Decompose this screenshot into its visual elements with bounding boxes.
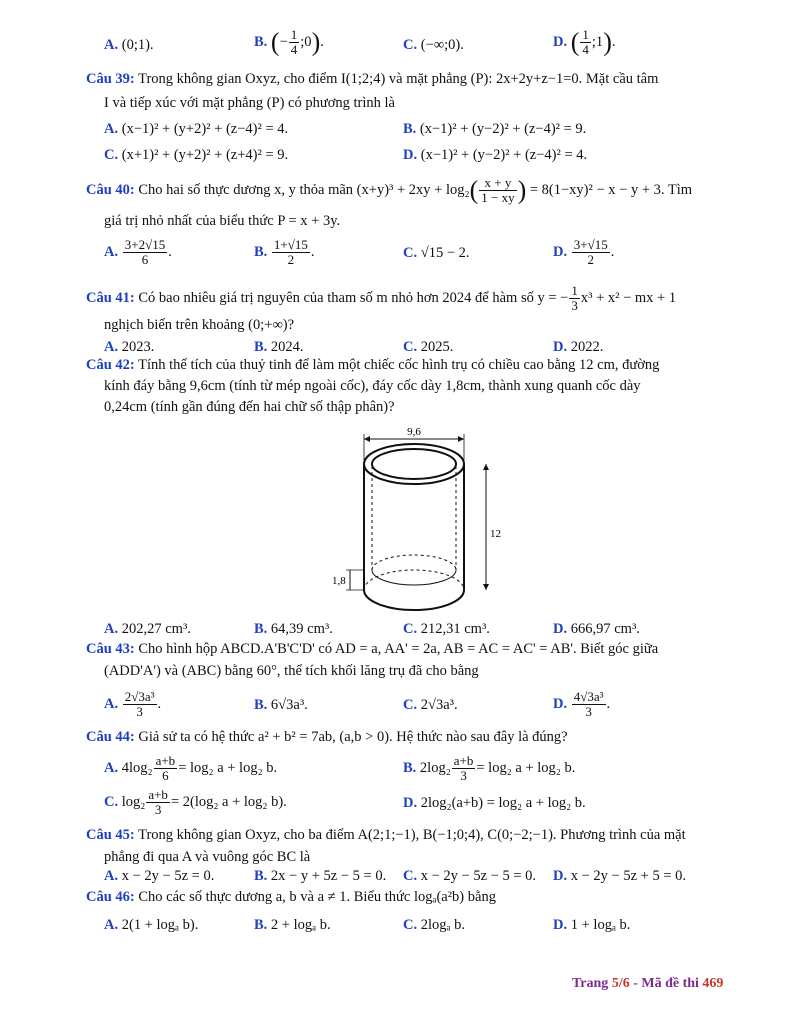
q45-option-c: C. x − 2y − 5z − 5 = 0. [403, 868, 537, 884]
q44-stem: Câu 44: Giả sử ta có hệ thức a² + b² = 7ab, (a,b > 0). Hệ thức nào sau đây là đúng? [86, 729, 568, 745]
q41-stem: Câu 41: Có bao nhiêu giá trị nguyên của tham số m nhỏ hơn 2024 để hàm số y = − $\frac{1}{3}$ x³ + x² − mx + 1 [86, 283, 677, 313]
q38-option-b: B. (− $\frac{1}{4}$ ;0). [254, 27, 324, 57]
q45-option-b: B. 2x − y + 5z − 5 = 0. [254, 868, 387, 884]
fig-height-label: 12 [490, 528, 501, 540]
q42-option-b: B. 64,39 cm³. [254, 621, 333, 637]
q40-stem-2: giá trị nhỏ nhất của biểu thức P = x + 3y. [104, 213, 341, 229]
q38-option-a: A. (0;1). [104, 37, 154, 53]
q39-option-a: A. (x−1)² + (y+2)² + (z−4)² = 4. [104, 121, 289, 137]
q45-option-a: A. x − 2y − 5z = 0. [104, 868, 215, 884]
q45-stem: Câu 45: Trong không gian Oxyz, cho ba điểm A(2;1;−1), B(−1;0;4), C(0;−2;−1). Phương trình của mặt [86, 827, 686, 843]
q38-option-c: C. (−∞;0). [403, 37, 464, 53]
q41-option-d: D. 2022. [553, 339, 604, 355]
cylinder-cup-figure [320, 420, 520, 625]
q39-option-b: B. (x−1)² + (y−2)² + (z−4)² = 9. [403, 121, 587, 137]
q42-option-a: A. 202,27 cm³. [104, 621, 191, 637]
q44-option-d: D. 2log₂(a+b) = log₂ a + log₂ b. [403, 795, 586, 811]
q46-option-a: A. 2(1 + logₐ b). [104, 917, 199, 933]
q46-option-d: D. 1 + logₐ b. [553, 917, 631, 933]
q40-stem: Câu 40: Cho hai số thực dương x, y thỏa mãn (x+y)³ + 2xy + log₂( $\frac{x + y}{1 - xy}$ ) = 8(1−xy)² − x − y + 3. Tìm [86, 175, 693, 205]
q40-option-b: B. $\frac{1+√15}{2}$ . [254, 237, 315, 267]
q43-option-d: D. $\frac{\text{4√3a³}}{3}$ . [553, 689, 611, 719]
q43-stem-2: (ADD'A') và (ABC) bằng 60°, thể tích khối lăng trụ đã cho bằng [104, 663, 479, 679]
q44-option-a: A. 4log₂ $\frac{a+b}{6}$ = log₂ a + log₂ b. [104, 753, 278, 783]
q46-option-b: B. 2 + logₐ b. [254, 917, 331, 933]
fig-diameter-label: 9,6 [407, 426, 421, 438]
q41-stem-2: nghịch biến trên khoảng (0;+∞)? [104, 317, 295, 333]
q44-option-c: C. log₂ $\frac{a+b}{3}$ = 2(log₂ a + log₂ b). [104, 787, 287, 817]
q38-option-d: D. ( $\frac{1}{4}$ ;1). [553, 27, 616, 57]
q46-stem: Câu 46: Cho các số thực dương a, b và a ≠ 1. Biểu thức logₐ(a²b) bằng [86, 889, 496, 905]
q39-option-c: C. (x+1)² + (y+2)² + (z+4)² = 9. [104, 147, 289, 163]
q40-option-c: C. √15 − 2. [403, 245, 470, 261]
q43-option-b: B. 6√3a³. [254, 697, 308, 713]
q41-option-b: B. 2024. [254, 339, 304, 355]
q45-stem-2: phẳng đi qua A và vuông góc BC là [104, 849, 311, 865]
q45-option-d: D. x − 2y − 5z + 5 = 0. [553, 868, 687, 884]
fig-base-label: 1,8 [332, 575, 346, 587]
q42-stem-3: 0,24cm (tính gần đúng đến hai chữ số thập phân)? [104, 399, 395, 415]
q42-option-c: C. 212,31 cm³. [403, 621, 490, 637]
q41-option-c: C. 2025. [403, 339, 454, 355]
q44-option-b: B. 2log₂ $\frac{a+b}{3}$ = log₂ a + log₂ b. [403, 753, 576, 783]
q43-option-a: A. $\frac{\text{2√3a³}}{3}$ . [104, 689, 162, 719]
q39-option-d: D. (x−1)² + (y−2)² + (z−4)² = 4. [403, 147, 588, 163]
q43-option-c: C. 2√3a³. [403, 697, 458, 713]
q39-stem-2: I và tiếp xúc với mặt phẳng (P) có phương trình là [104, 95, 395, 111]
q46-option-c: C. 2logₐ b. [403, 917, 465, 933]
q42-option-d: D. 666,97 cm³. [553, 621, 640, 637]
q42-stem-2: kính đáy bằng 9,6cm (tính từ mép ngoài cốc), đáy cốc dày 1,8cm, thành xung quanh cốc dày [104, 378, 641, 394]
q40-option-d: D. $\frac{3+√15}{2}$ . [553, 237, 615, 267]
q40-option-a: A. $\frac{3+2√15}{6}$ . [104, 237, 172, 267]
q41-option-a: A. 2023. [104, 339, 155, 355]
q39-stem: Câu 39: Trong không gian Oxyz, cho điểm I(1;2;4) và mặt phẳng (P): 2x+2y+z−1=0. Mặt cầu tâm [86, 71, 659, 87]
q42-stem: Câu 42: Tính thể tích của thuỷ tinh để làm một chiếc cốc hình trụ có chiều cao bằng 12 cm, đường [86, 357, 660, 373]
page-footer: Trang 5/6 - Mã đề thi 469 [572, 976, 724, 991]
q43-stem: Câu 43: Cho hình hộp ABCD.A'B'C'D' có AD = a, AA' = 2a, AB = AC = AC' = AB'. Biết góc giữa [86, 641, 659, 657]
